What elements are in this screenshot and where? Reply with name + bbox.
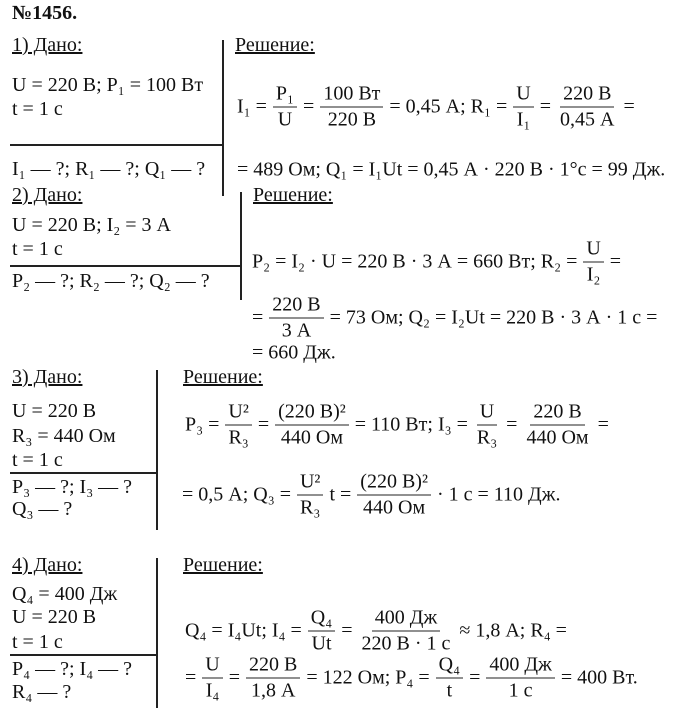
equation-text: ≈ 1,8 А; R₄ = xyxy=(459,619,567,642)
given-line: U = 220 В; I₂ = 3 А xyxy=(12,214,171,236)
given-line: U = 220 В xyxy=(12,400,97,422)
fraction xyxy=(359,607,454,656)
equation-text: = xyxy=(469,666,481,689)
fraction-numerator: 220 В xyxy=(246,654,300,679)
equation-text: P₃ = xyxy=(185,413,220,436)
unknowns-line: P₄ — ?; I₄ — ? xyxy=(12,658,133,680)
fraction-denominator: R₃ xyxy=(228,426,249,449)
fraction xyxy=(357,471,431,520)
fraction-numerator: U² xyxy=(297,471,323,496)
fraction-numerator: 220 В xyxy=(269,294,323,319)
fraction-denominator: I₂ xyxy=(586,263,601,286)
fraction-denominator: t xyxy=(446,679,453,702)
column-divider xyxy=(156,558,158,708)
unknowns-line: R₄ — ? xyxy=(12,681,72,703)
solution-header: Решение: xyxy=(253,184,333,206)
fraction-numerator: U xyxy=(513,83,533,108)
equation-line xyxy=(183,401,611,450)
fraction-denominator: 1 с xyxy=(508,679,533,702)
fraction-denominator: 1,8 А xyxy=(250,679,296,702)
equation-text: = xyxy=(506,413,518,436)
unknowns-line: P₃ — ?; I₃ — ? xyxy=(12,476,133,498)
given-line: Q₄ = 400 Дж xyxy=(12,583,118,605)
column-divider xyxy=(222,40,224,196)
fraction-denominator: 220 В xyxy=(327,108,377,131)
given-line: R₃ = 440 Ом xyxy=(12,425,116,447)
fraction xyxy=(246,654,300,703)
fraction-denominator: 440 Ом xyxy=(363,496,426,519)
given-line: t = 1 с xyxy=(12,631,63,653)
divider xyxy=(10,654,158,656)
fraction-numerator: Q₄ xyxy=(308,607,335,632)
equation-text: · 1 с = 110 Дж. xyxy=(436,483,561,506)
fraction-numerator: 220 В xyxy=(560,83,614,108)
column-divider xyxy=(156,370,158,530)
fraction xyxy=(308,607,335,656)
fraction xyxy=(583,238,603,287)
fraction xyxy=(436,654,463,703)
fraction xyxy=(297,471,323,520)
fraction xyxy=(557,83,617,132)
fraction-numerator: U² xyxy=(225,401,251,426)
equation-text: = xyxy=(228,666,241,689)
given-line: t = 1 с xyxy=(12,98,63,120)
given-header: 2) Дано: xyxy=(12,184,83,206)
fraction xyxy=(486,654,554,703)
equation-line xyxy=(180,471,562,520)
fraction-denominator: 220 В · 1 с xyxy=(361,632,451,655)
given-line: U = 220 В; P₁ = 100 Вт xyxy=(12,74,204,96)
equation-text: = 110 Вт; I₃ = xyxy=(354,413,468,436)
column-divider xyxy=(240,192,242,300)
fraction xyxy=(523,401,591,450)
fraction-numerator: 400 Дж xyxy=(486,654,554,679)
fraction-denominator: U xyxy=(277,108,293,131)
fraction xyxy=(225,401,251,450)
problem-number: №1456. xyxy=(12,2,78,24)
fraction-denominator: 3 А xyxy=(281,319,312,342)
equation-text: = xyxy=(597,413,609,436)
fraction xyxy=(275,401,349,450)
equation-text: = 73 Ом; Q₂ = I₂Ut = 220 В · 3 А · 1 с = xyxy=(329,306,658,329)
equation-text: = 400 Вт. xyxy=(560,666,638,689)
equation-text: = xyxy=(252,306,264,329)
given-line: U = 220 В xyxy=(12,606,97,628)
equation-text: t = xyxy=(329,483,352,506)
equation-text: = xyxy=(303,95,315,118)
given-line: t = 1 с xyxy=(12,449,63,471)
unknowns-line: Q₃ — ? xyxy=(12,498,73,520)
fraction-numerator: 400 Дж xyxy=(372,607,440,632)
fraction-denominator: 0,45 А xyxy=(560,108,615,131)
fraction-denominator: R₃ xyxy=(476,426,498,449)
fraction-numerator: (220 В)² xyxy=(275,401,349,426)
equation-text: = xyxy=(623,95,635,118)
given-line: t = 1 с xyxy=(12,238,63,260)
fraction-denominator: I₄ xyxy=(205,679,220,702)
fraction-denominator: 440 Ом xyxy=(280,426,343,449)
given-header: 3) Дано: xyxy=(12,366,83,388)
equation-line xyxy=(183,654,640,703)
equation-text: Q₄ = I₄Ut; I₄ = xyxy=(185,619,302,642)
divider xyxy=(10,144,224,146)
equation-text: = 0,45 А; R₁ = xyxy=(389,95,508,118)
solution-header: Решение: xyxy=(183,554,263,576)
equation-text: = xyxy=(609,250,622,273)
fraction-denominator: I₁ xyxy=(516,108,531,131)
fraction xyxy=(513,83,533,132)
given-header: 4) Дано: xyxy=(12,554,83,576)
fraction-denominator: Ut xyxy=(311,632,332,655)
fraction xyxy=(273,83,297,132)
fraction-denominator: R₃ xyxy=(300,496,321,519)
fraction xyxy=(269,294,323,343)
equation-line xyxy=(250,294,659,343)
equation-text: = 0,5 А; Q₃ = xyxy=(182,483,291,506)
unknowns-line: P₂ — ?; R₂ — ?; Q₂ — ? xyxy=(12,270,210,292)
fraction-numerator: 100 Вт xyxy=(320,83,383,108)
fraction-numerator: (220 В)² xyxy=(357,471,431,496)
equation-line xyxy=(235,159,667,182)
fraction-denominator: 440 Ом xyxy=(526,426,589,449)
solution-header: Решение: xyxy=(183,366,263,388)
equation-line xyxy=(250,342,338,365)
equation-text: = xyxy=(185,666,197,689)
equation-line xyxy=(235,83,637,132)
fraction xyxy=(202,654,222,703)
divider xyxy=(10,265,242,267)
equation-text: P₂ = I₂ · U = 220 В · 3 А = 660 Вт; R₂ = xyxy=(252,250,578,273)
equation-text: = 489 Ом; Q₁ = I₁Ut = 0,45 А · 220 В · 1°с = 99 Дж. xyxy=(237,158,666,181)
fraction-numerator: U xyxy=(477,401,497,426)
unknowns-line: I₁ — ?; R₁ — ?; Q₁ — ? xyxy=(12,158,206,180)
equation-text: = 660 Дж. xyxy=(252,341,336,364)
fraction-numerator: U xyxy=(583,238,603,263)
divider xyxy=(10,472,158,474)
fraction-numerator: P₁ xyxy=(273,83,297,108)
equation-text: = xyxy=(341,619,353,642)
equation-line xyxy=(250,238,623,287)
fraction xyxy=(320,83,383,132)
equation-text: = xyxy=(257,413,270,436)
fraction-numerator: U xyxy=(202,654,222,679)
given-header: 1) Дано: xyxy=(12,34,83,56)
fraction-numerator: 220 В xyxy=(530,401,584,426)
solution-header: Решение: xyxy=(235,34,315,56)
equation-text: I₁ = xyxy=(237,95,267,118)
fraction xyxy=(474,401,500,450)
fraction-numerator: Q₄ xyxy=(436,654,463,679)
equation-text: = 122 Ом; P₄ = xyxy=(306,666,430,689)
equation-line xyxy=(183,607,569,656)
equation-text: = xyxy=(539,95,552,118)
